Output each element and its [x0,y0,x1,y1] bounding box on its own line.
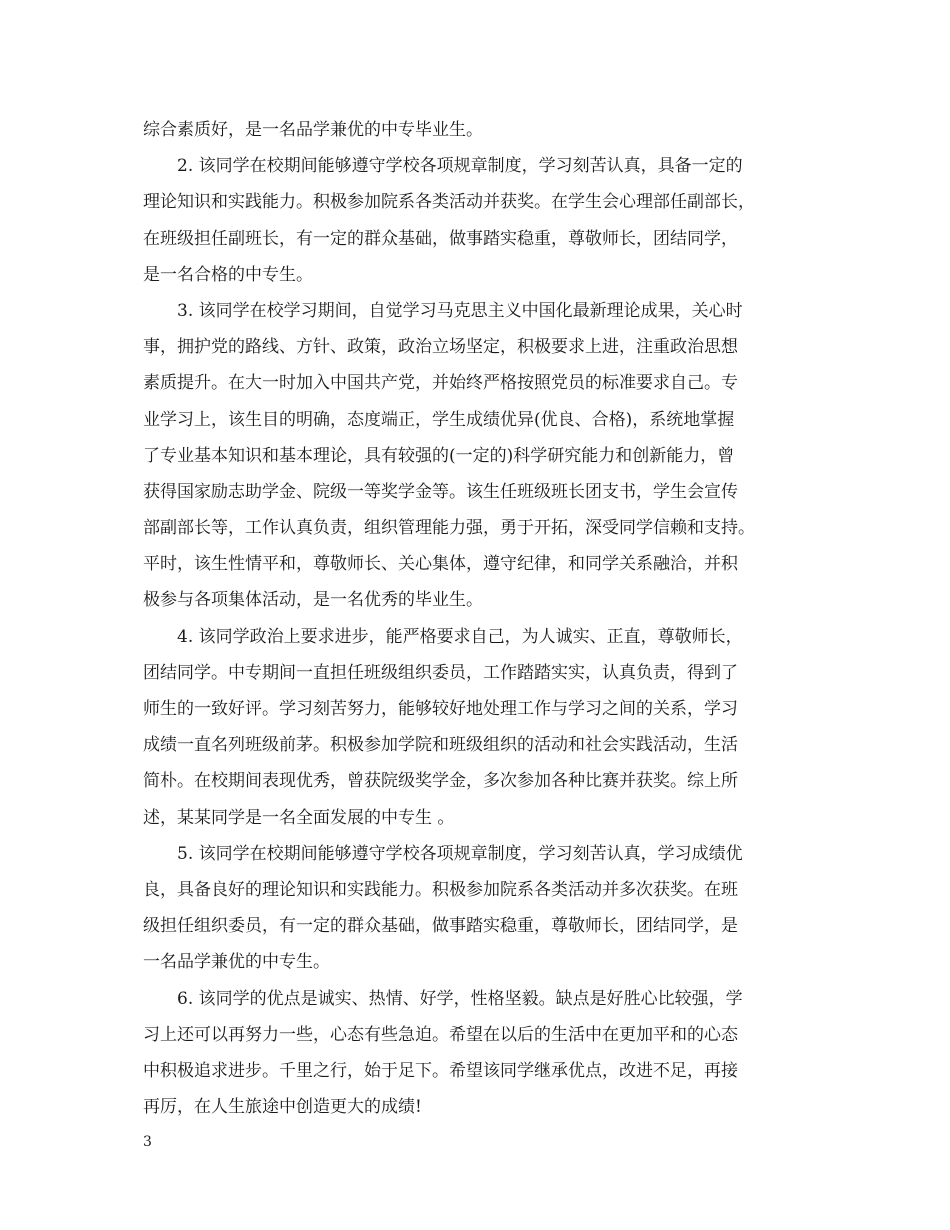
text-line: 师生的一致好评。学习刻苦努力，能够较好地处理工作与学习之间的关系，学习 [143,699,738,719]
text-line: 2. 该同学在校期间能够遵守学校各项规章制度，学习刻苦认真，具备一定的 [177,156,743,177]
text-line: 极参与各项集体活动，是一名优秀的毕业生。 [143,590,483,611]
text-line: 业学习上，该生目的明确，态度端正，学生成绩优异(优良、合格)，系统地掌握 [143,409,735,430]
text-line: 述，某某同学是一名全面发展的中专生 。 [143,807,455,828]
text-line: 部副部长等，工作认真负责，组织管理能力强，勇于开拓，深受同学信赖和支持。 [143,518,755,539]
text-line: 6. 该同学的优点是诚实、热情、好学，性格坚毅。缺点是好胜心比较强，学 [177,988,743,1009]
text-line: 获得国家励志助学金、院级一等奖学金等。该生任班级班长团支书，学生会宣传 [143,481,738,502]
text-line: 3. 该同学在校学习期间，自觉学习马克思主义中国化最新理论成果，关心时 [177,300,743,321]
page-number: 3 [143,1134,152,1150]
text-line: 良，具备良好的理论知识和实践能力。积极参加院系各类活动并多次获奖。在班 [143,879,738,900]
text-line: 中积极追求进步。千里之行，始于足下。希望该同学继承优点，改进不足，再接 [143,1060,738,1081]
text-line: 团结同学。中专期间一直担任班级组织委员，工作踏踏实实，认真负责，得到了 [143,662,738,683]
document-body [143,112,813,1125]
text-line: 再厉，在人生旅途中创造更大的成绩! [143,1097,422,1118]
text-line: 理论知识和实践能力。积极参加院系各类活动并获奖。在学生会心理部任副部长， [143,192,755,213]
text-line: 成绩一直名列班级前茅。积极参加学院和班级组织的活动和社会实践活动，生活 [143,735,738,756]
text-line: 平时，该生性情平和，尊敬师长、关心集体，遵守纪律，和同学关系融洽，并积 [143,554,738,575]
text-line: 习上还可以再努力一些，心态有些急迫。希望在以后的生活中在更加平和的心态 [143,1024,738,1045]
text-line: 了专业基本知识和基本理论，具有较强的(一定的)科学研究能力和创新能力，曾 [143,445,735,466]
text-line: 5. 该同学在校期间能够遵守学校各项规章制度，学习刻苦认真，学习成绩优 [177,843,743,864]
text-line: 是一名合格的中专生。 [143,264,313,285]
text-line: 级担任组织委员，有一定的群众基础，做事踏实稳重，尊敬师长，团结同学，是 [143,916,738,937]
text-line: 事，拥护党的路线、方针、政策，政治立场坚定，积极要求上进，注重政治思想 [143,337,738,358]
text-line: 素质提升。在大一时加入中国共产党，并始终严格按照党员的标准要求自己。专 [143,373,738,394]
text-line: 4. 该同学政治上要求进步，能严格要求自己，为人诚实、正直，尊敬师长， [177,626,743,647]
text-line: 综合素质好，是一名品学兼优的中专毕业生。 [143,120,483,140]
text-line: 一名品学兼优的中专生。 [143,952,330,973]
text-line: 在班级担任副班长，有一定的群众基础，做事踏实稳重，尊敬师长，团结同学， [143,228,738,249]
text-line: 简朴。在校期间表现优秀，曾获院级奖学金，多次参加各种比赛并获奖。综上所 [143,771,738,792]
